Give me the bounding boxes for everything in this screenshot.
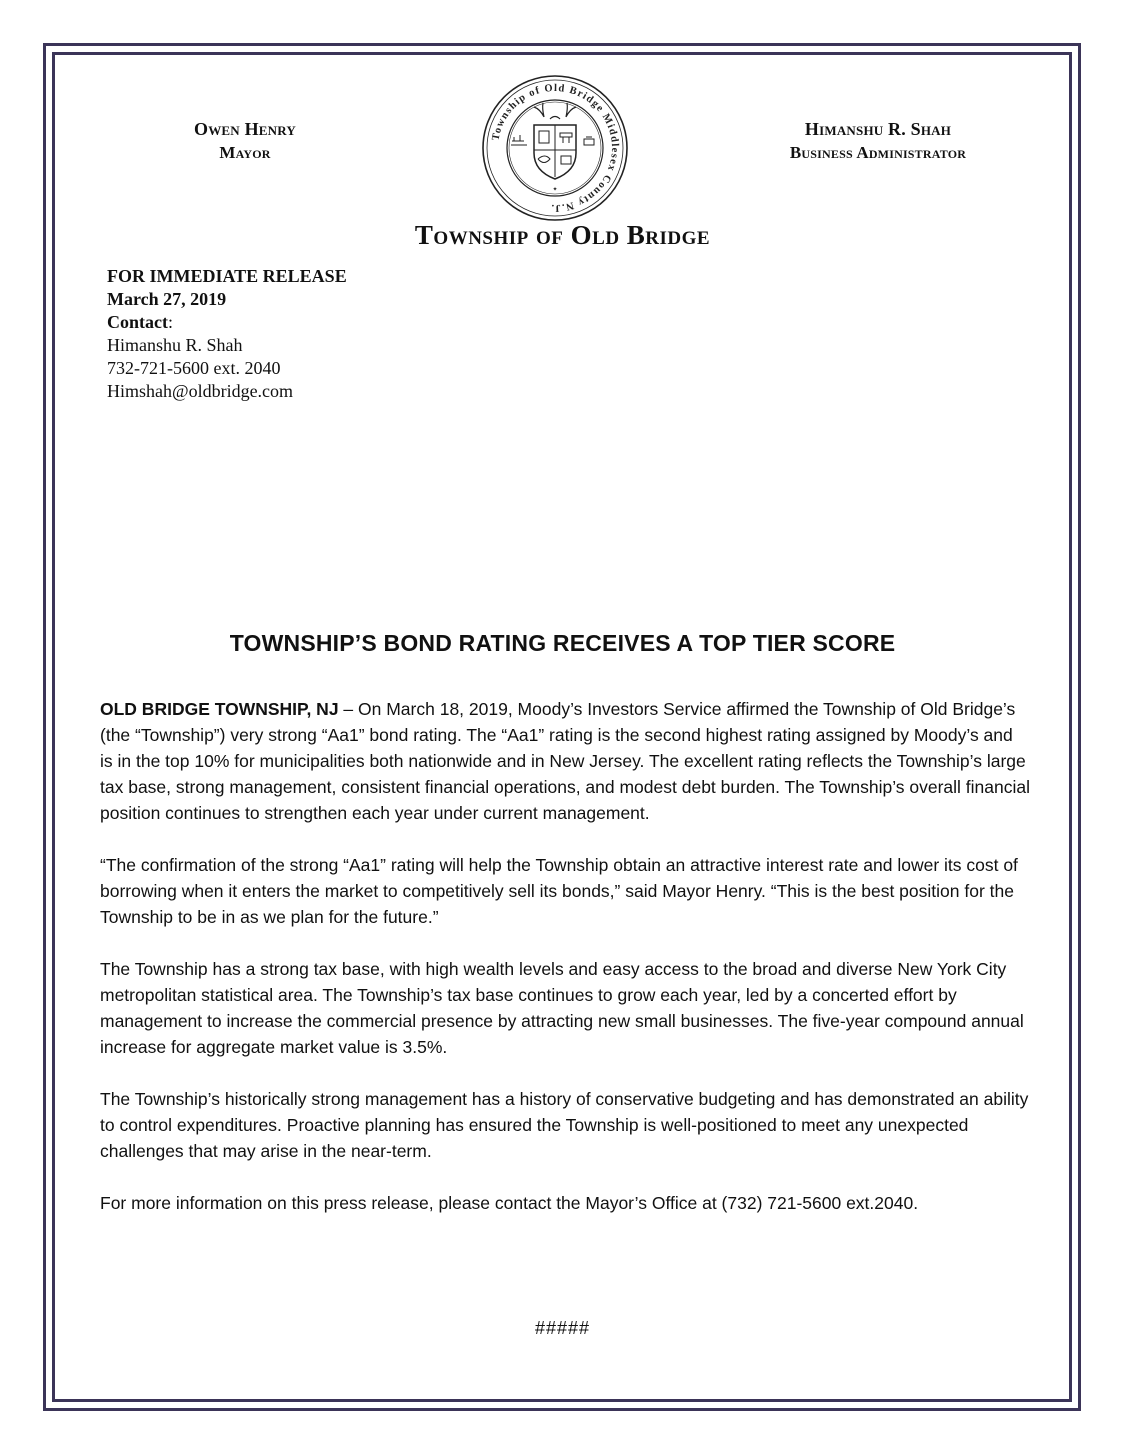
end-mark: ##### <box>534 1318 591 1338</box>
press-release-body <box>100 696 1030 1242</box>
contact-name: Himanshu R. Shah <box>107 335 243 355</box>
admin-block <box>742 118 1014 164</box>
paragraph-1 <box>100 696 1030 826</box>
township-seal-icon <box>480 73 630 223</box>
paragraph-4: The Township’s historically strong management has a history of conservative budgeting and has demonstrated an ability to control expenditures. Proactive planning has ensured the Township is well-positioned to meet any unexpected challenges that may arise in the near-term. <box>100 1089 1029 1161</box>
svg-text:✦: ✦ <box>552 187 558 193</box>
mayor-title: Mayor <box>219 143 271 162</box>
seal-label: Township of Old Bridge Middlesex County N.J. <box>490 82 621 214</box>
mayor-block <box>160 118 330 164</box>
release-status: FOR IMMEDIATE RELEASE <box>107 266 347 286</box>
contact-label-line: Contact: <box>107 312 174 332</box>
admin-title: Business Administrator <box>789 143 967 162</box>
contact-label: Contact <box>107 312 168 332</box>
paragraph-3: The Township has a strong tax base, with high wealth levels and easy access to the broad and diverse New York City metropolitan statistical area. The Township’s tax base continues to grow each year, led by a concerted effort by management to increase the commercial presence by attracting new small businesses. The five-year compound annual increase for aggregate market value is 3.5%. <box>100 959 1024 1057</box>
paragraph-1-text: – On March 18, 2019, Moody’s Investors Service affirmed the Township of Old Bridge’s (the “Township”) very strong “Aa1” bond rating. The “Aa1” rating is the second highest rating assigned by Moody’s and is in the top 10% for municipalities both nationwide and in New Jersey. The excellent rating reflects the Township’s large tax base, strong management, consistent financial operations, and modest debt burden. The Township’s overall financial position continues to strengthen each year under current management. <box>100 699 1031 823</box>
paragraph-2: “The confirmation of the strong “Aa1” rating will help the Township obtain an attractive interest rate and lower its cost of borrowing when it enters the market to competitively sell its bonds,” said Mayor Henry. “This is the best position for the Township to be in as we plan for the future.” <box>100 855 1018 927</box>
contact-phone: 732-721-5600 ext. 2040 <box>107 358 281 378</box>
admin-name: Himanshu R. Shah <box>804 119 952 139</box>
headline: TOWNSHIP’S BOND RATING RECEIVES A TOP TIER SCORE <box>229 630 896 656</box>
paragraph-5: For more information on this press release, please contact the Mayor’s Office at (732) 721-5600 ext.2040. <box>100 1193 919 1213</box>
release-info <box>107 265 347 403</box>
mayor-name: Owen Henry <box>194 119 296 139</box>
contact-email: Himshah@oldbridge.com <box>107 381 294 401</box>
dateline: OLD BRIDGE TOWNSHIP, NJ <box>100 699 339 719</box>
release-date: March 27, 2019 <box>107 289 227 309</box>
township-name: Township of Old Bridge <box>414 220 711 250</box>
